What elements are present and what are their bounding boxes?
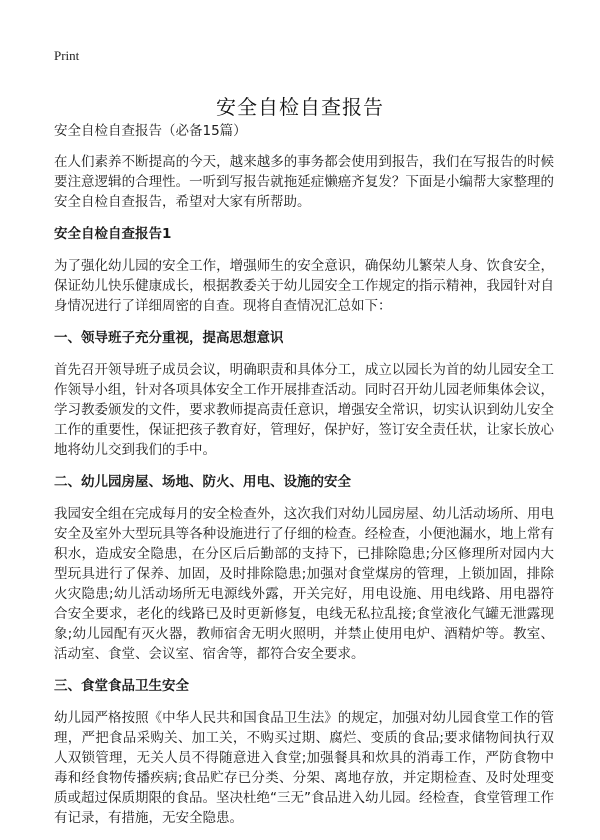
report-heading: 安全自检自查报告1 [54, 226, 172, 242]
document-title: 安全自检自查报告 [216, 95, 384, 120]
report-intro-paragraph: 为了强化幼儿园的安全工作，增强师生的安全意识，确保幼儿繁荣人身、饮食安全，保证幼儿快乐健康成长，根据教委关于幼儿园安全工作规定的指示精神，我园针对自身情况进行了详细周密的自查。现将自查情况汇总如下： [54, 258, 554, 314]
section-body-2: 我园安全组在完成每月的安全检查外，这次我们对幼儿园房屋、幼儿活动场所、用电安全及室外大型玩具等各种设施进行了仔细的检查。经检查，小便池漏水，地上常有积水，造成安全隐患，在分区后后勤部的支持下，已排除隐患;分区修理所对园内大型玩具进行了保养、加固，及时排除隐患;加强对食堂煤房的管理，上锁加固，排除火灾隐患;幼儿活动场所无电源线外露，开关完好，用电设施、用电线路、用电器符合安全要求，老化的线路已及时更新修复，电线无私拉乱接;食堂液化气罐无泄露现象;幼儿园配有灭火器，教师宿舍无明火照明，并禁止使用电炉、酒精炉等。教室、活动室、食堂、会议室、宿舍等，都符合安全要求。 [54, 506, 554, 662]
document-subtitle: 安全自检自查报告（必备15篇） [54, 123, 247, 139]
document-body [54, 121, 554, 840]
print-label: Print [54, 48, 80, 63]
section-heading-1: 一、领导班子充分重视，提高思想意识 [54, 330, 284, 346]
intro-paragraph: 在人们素养不断提高的今天，越来越多的事务都会使用到报告，我们在写报告的时候要注意逻辑的合理性。一听到写报告就拖延症懒癌齐复发？下面是小编帮大家整理的安全自检自查报告，希望对大家有所帮助。 [54, 154, 554, 210]
section-body-3: 幼儿园严格按照《中华人民共和国食品卫生法》的规定，加强对幼儿园食堂工作的管理，严把食品采购关、加工关，不购买过期、腐烂、变质的食品;要求储物间执行双人双锁管理，无关人员不得随意进入食堂;加强餐具和炊具的消毒工作，严防食物中毒和经食物传播疾病;食品贮存已分类、分架、离地存放，并定期检查、及时处理变质或超过保质期限的食品。坚决杜绝“三无”食品进入幼儿园。经检查，食堂管理工作有记录，有措施，无安全隐患。 [54, 710, 554, 826]
section-body-1: 首先召开领导班子成员会议，明确职责和具体分工，成立以园长为首的幼儿园安全工作领导小组，针对各项具体安全工作开展排查活动。同时召开幼儿园老师集体会议，学习教委颁发的文件，要求教师提高责任意识，增强安全常识，切实认识到幼儿安全工作的重要性，保证把孩子教育好，管理好，保护好，签订安全责任状，让家长放心地将幼儿交到我们的手中。 [54, 362, 554, 458]
section-heading-2: 二、幼儿园房屋、场地、防火、用电、设施的安全 [54, 474, 351, 490]
section-heading-3: 三、食堂食品卫生安全 [54, 678, 189, 694]
